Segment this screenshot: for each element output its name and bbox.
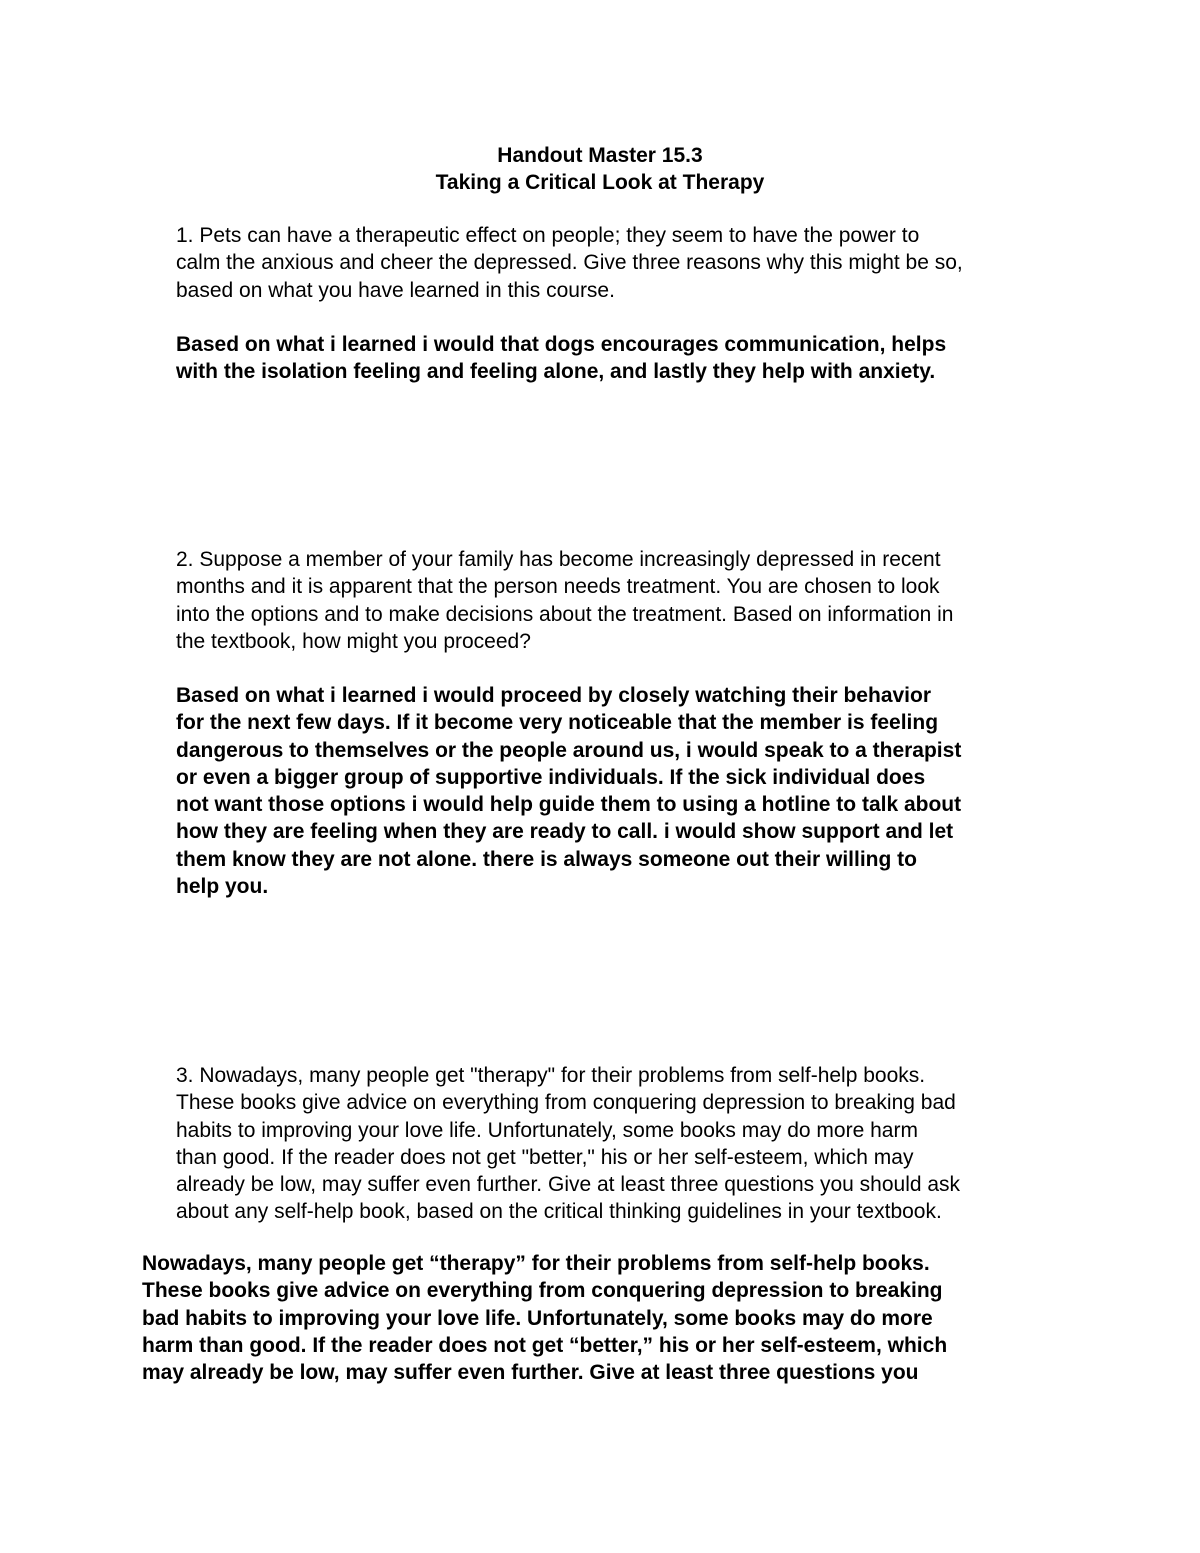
question-1: [176, 222, 1076, 304]
question-line: based on what you have learned in this course.: [176, 278, 615, 302]
answer-2: [176, 682, 1076, 900]
answer-line: harm than good. If the reader does not get “better,” his or her self-esteem, which: [142, 1333, 948, 1357]
question-line: about any self-help book, based on the critical thinking guidelines in your textbook.: [176, 1200, 942, 1224]
question-line: 2. Suppose a member of your family has become increasingly depressed in recent: [176, 548, 941, 571]
answer-line: how they are feeling when they are ready to call. i would show support and let: [176, 820, 954, 844]
answer-line: with the isolation feeling and feeling alone, and lastly they help with anxiety.: [176, 360, 936, 384]
question-line: calm the anxious and cheer the depressed. Give three reasons why this might be so,: [176, 251, 963, 275]
answer-line: Nowadays, many people get “therapy” for their problems from self-help books.: [142, 1252, 930, 1275]
answer-line: bad habits to improving your love life. Unfortunately, some books may do more: [142, 1306, 933, 1330]
answer-line: Based on what i learned i would proceed by closely watching their behavior: [176, 684, 932, 707]
answer-line: help you.: [176, 875, 269, 899]
question-line: These books give advice on everything from conquering depression to breaking bad: [176, 1091, 956, 1115]
answer-line: them know they are not alone. there is always someone out their willing to: [176, 847, 917, 871]
answer-line: These books give advice on everything from conquering depression to breaking: [142, 1279, 943, 1303]
answer-1: [176, 331, 1076, 386]
answer-line: not want those options i would help guide them to using a hotline to talk about: [176, 793, 962, 817]
answer-3: [142, 1250, 1062, 1386]
question-line: already be low, may suffer even further. Give at least three questions you should ask: [176, 1173, 961, 1197]
question-line: into the options and to make decisions about the treatment. Based on information in: [176, 602, 954, 626]
answer-line: or even a bigger group of supportive individuals. If the sick individual does: [176, 765, 926, 789]
answer-line: for the next few days. If it become very noticeable that the member is feeling: [176, 711, 939, 735]
answer-line: Based on what i learned i would that dogs encourages communication, helps: [176, 333, 947, 356]
question-line: months and it is apparent that the person needs treatment. You are chosen to look: [176, 575, 940, 599]
question-line: 3. Nowadays, many people get "therapy" for their problems from self-help books.: [176, 1064, 926, 1087]
question-2: [176, 546, 1076, 655]
question-line: than good. If the reader does not get "better," his or her self-esteem, which may: [176, 1145, 914, 1169]
answer-line: may already be low, may suffer even further. Give at least three questions you: [142, 1361, 919, 1385]
question-line: 1. Pets can have a therapeutic effect on people; they seem to have the power to: [176, 224, 920, 247]
question-3: [176, 1062, 1076, 1226]
answer-line: dangerous to themselves or the people around us, i would speak to a therapist: [176, 738, 962, 762]
question-line: habits to improving your love life. Unfortunately, some books may do more harm: [176, 1118, 918, 1142]
handout-title: Handout Master 15.3: [497, 144, 703, 167]
handout-subtitle: Taking a Critical Look at Therapy: [435, 171, 765, 194]
question-line: the textbook, how might you proceed?: [176, 629, 531, 653]
